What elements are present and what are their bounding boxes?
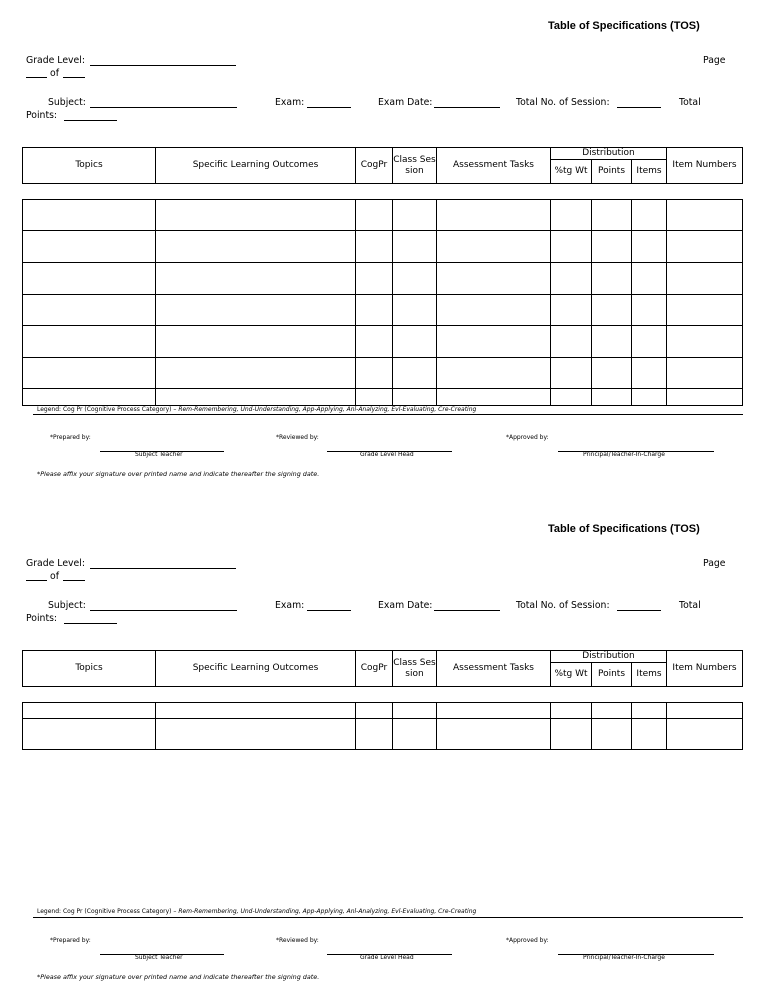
grade-level-label: Grade Level: — [26, 55, 85, 66]
points-header: Points — [592, 160, 632, 184]
page-label: Page — [703, 55, 726, 66]
total-label: Total — [679, 97, 701, 108]
grade-level-head-caption: Grade Level Head — [360, 451, 414, 458]
points-field[interactable] — [64, 623, 117, 624]
page-title: Table of Specifications (TOS) — [548, 523, 700, 535]
class-session-header: Class Session — [393, 651, 437, 687]
exam-date-field[interactable] — [434, 610, 500, 611]
points-label: Points: — [26, 110, 58, 121]
page-total-field[interactable] — [63, 580, 85, 581]
exam-date-label: Exam Date: — [378, 97, 433, 108]
of-label: of — [50, 68, 59, 79]
page-label: Page — [703, 558, 726, 569]
page-total-field[interactable] — [63, 77, 85, 78]
prepared-by-label: *Prepared by: — [50, 434, 91, 441]
table-row[interactable] — [23, 719, 743, 750]
subject-field[interactable] — [90, 107, 237, 108]
exam-field[interactable] — [307, 610, 351, 611]
outcomes-header: Specific Learning Outcomes — [156, 148, 356, 184]
legend-divider — [33, 414, 743, 415]
table-row[interactable] — [23, 703, 743, 719]
reviewed-by-label: *Reviewed by: — [276, 937, 319, 944]
points-header: Points — [592, 663, 632, 687]
item-numbers-header: Item Numbers — [667, 148, 743, 184]
table-row[interactable] — [23, 389, 743, 406]
items-header: Items — [632, 160, 667, 184]
class-session-header: Class Session — [393, 148, 437, 184]
subject-label: Subject: — [48, 97, 86, 108]
table-row[interactable] — [23, 326, 743, 358]
pct-wt-header: %tg Wt — [551, 160, 592, 184]
cogpr-header: CogPr — [356, 148, 393, 184]
total-label: Total — [679, 600, 701, 611]
signature-note: *Please affix your signature over printed name and indicate thereafter the signing date. — [37, 470, 320, 478]
points-label: Points: — [26, 613, 58, 624]
page-number-field[interactable] — [26, 77, 47, 78]
assessment-header: Assessment Tasks — [437, 651, 551, 687]
grade-level-head-caption: Grade Level Head — [360, 954, 414, 961]
sessions-label: Total No. of Session: — [516, 600, 610, 611]
sessions-field[interactable] — [617, 610, 661, 611]
legend-divider — [33, 917, 743, 918]
grade-level-label: Grade Level: — [26, 558, 85, 569]
entry-table — [22, 702, 743, 750]
points-field[interactable] — [64, 120, 117, 121]
cogpr-header: CogPr — [356, 651, 393, 687]
outcomes-header: Specific Learning Outcomes — [156, 651, 356, 687]
table-row[interactable] — [23, 200, 743, 231]
subject-field[interactable] — [90, 610, 237, 611]
distribution-header: Distribution — [551, 148, 667, 160]
sessions-field[interactable] — [617, 107, 661, 108]
approved-by-label: *Approved by: — [506, 937, 549, 944]
exam-date-label: Exam Date: — [378, 600, 433, 611]
page-number-field[interactable] — [26, 580, 47, 581]
exam-date-field[interactable] — [434, 107, 500, 108]
legend: Legend: Cog Pr (Cognitive Process Category) – Rem-Remembering, Und-Understanding, App-Applying, Anl-Analyzing, Evl-Evaluating, Cre-Creating — [37, 406, 477, 413]
table-row[interactable] — [23, 295, 743, 326]
table-row[interactable] — [23, 263, 743, 295]
topics-header: Topics — [23, 148, 156, 184]
grade-level-field[interactable] — [90, 65, 236, 66]
entry-table — [22, 199, 743, 406]
page-title: Table of Specifications (TOS) — [548, 20, 700, 32]
distribution-header: Distribution — [551, 651, 667, 663]
assessment-header: Assessment Tasks — [437, 148, 551, 184]
table-row[interactable] — [23, 231, 743, 263]
legend: Legend: Cog Pr (Cognitive Process Category) – Rem-Remembering, Und-Understanding, App-Applying, Anl-Analyzing, Evl-Evaluating, Cre-Creating — [37, 908, 477, 915]
prepared-by-label: *Prepared by: — [50, 937, 91, 944]
sessions-label: Total No. of Session: — [516, 97, 610, 108]
subject-teacher-caption: Subject Teacher — [135, 954, 183, 961]
subject-teacher-caption: Subject Teacher — [135, 451, 183, 458]
items-header: Items — [632, 663, 667, 687]
table-row[interactable] — [23, 358, 743, 389]
pct-wt-header: %tg Wt — [551, 663, 592, 687]
subject-label: Subject: — [48, 600, 86, 611]
header-table — [22, 650, 743, 687]
header-table — [22, 147, 743, 184]
principal-caption: Principal/Teacher-In-Charge — [583, 451, 665, 458]
grade-level-field[interactable] — [90, 568, 236, 569]
approved-by-label: *Approved by: — [506, 434, 549, 441]
item-numbers-header: Item Numbers — [667, 651, 743, 687]
signature-note: *Please affix your signature over printed name and indicate thereafter the signing date. — [37, 973, 320, 981]
exam-label: Exam: — [275, 600, 305, 611]
exam-field[interactable] — [307, 107, 351, 108]
reviewed-by-label: *Reviewed by: — [276, 434, 319, 441]
topics-header: Topics — [23, 651, 156, 687]
principal-caption: Principal/Teacher-In-Charge — [583, 954, 665, 961]
of-label: of — [50, 571, 59, 582]
exam-label: Exam: — [275, 97, 305, 108]
